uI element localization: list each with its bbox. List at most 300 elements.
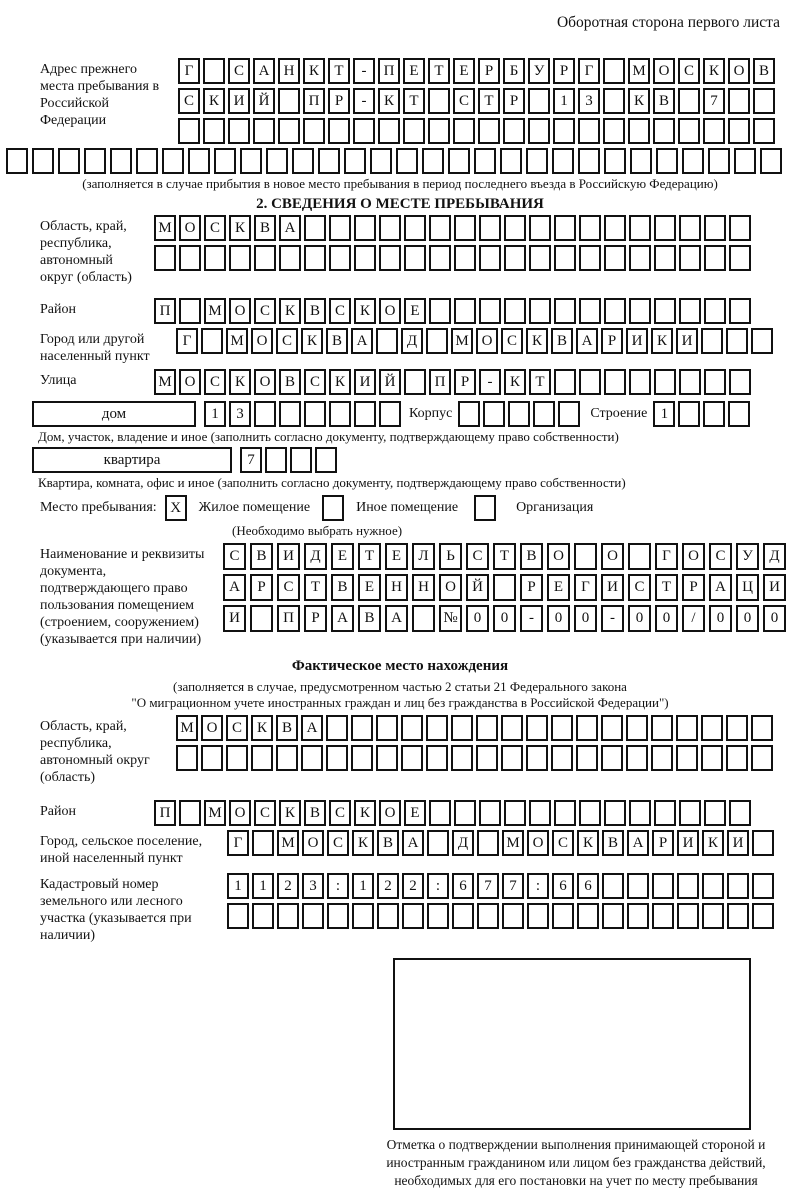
char-box: Р	[652, 830, 674, 856]
dom-boxes	[204, 401, 401, 427]
char-box	[252, 830, 274, 856]
char-box	[578, 148, 600, 174]
char-box: О	[547, 543, 570, 570]
char-box: Т	[493, 543, 516, 570]
dom-note: Дом, участок, владение и иное (заполнить согласно документу, подтверждающему право собственности)	[38, 429, 619, 444]
char-box	[32, 148, 54, 174]
char-box	[654, 369, 676, 395]
char-box: К	[301, 328, 323, 354]
stroenie-boxes	[653, 401, 750, 427]
prev-address-line3	[178, 118, 775, 144]
char-box: М	[154, 369, 176, 395]
char-box	[474, 495, 496, 521]
char-box	[529, 298, 551, 324]
char-box	[729, 800, 751, 826]
char-box	[729, 369, 751, 395]
char-box	[396, 148, 418, 174]
char-box: В	[377, 830, 399, 856]
char-box: О	[439, 574, 462, 601]
char-box	[602, 903, 624, 929]
char-box	[679, 369, 701, 395]
char-box	[627, 873, 649, 899]
kadastr-line1	[227, 873, 774, 899]
char-box: К	[702, 830, 724, 856]
char-box: С	[709, 543, 732, 570]
ulitsa-boxes	[154, 369, 751, 395]
char-box: Т	[478, 88, 500, 114]
char-box: Д	[452, 830, 474, 856]
char-box	[654, 298, 676, 324]
char-box	[751, 715, 773, 741]
char-box: С	[304, 369, 326, 395]
char-box	[603, 58, 625, 84]
char-box: И	[601, 574, 624, 601]
char-box: К	[628, 88, 650, 114]
char-box	[483, 401, 505, 427]
mesto-label: Место пребывания:	[40, 500, 157, 515]
char-box: О	[682, 543, 705, 570]
char-box	[654, 215, 676, 241]
char-box: Е	[331, 543, 354, 570]
char-box: А	[253, 58, 275, 84]
char-box: М	[204, 800, 226, 826]
char-box	[352, 903, 374, 929]
char-box: Т	[529, 369, 551, 395]
rayon-label: Район	[40, 302, 76, 317]
factual-title: Фактическое место нахождения	[291, 658, 509, 674]
char-box	[703, 401, 725, 427]
char-box	[679, 800, 701, 826]
char-box: 7	[240, 447, 262, 473]
prev-address-box-rows	[178, 58, 775, 144]
char-box: В	[304, 800, 326, 826]
char-box: Р	[682, 574, 705, 601]
zhiloe-label: Жилое помещение	[198, 500, 311, 515]
kvartira-widebox: квартира	[32, 447, 232, 473]
char-box: Т	[403, 88, 425, 114]
char-box: В	[602, 830, 624, 856]
char-box	[503, 118, 525, 144]
char-box	[426, 715, 448, 741]
char-box	[229, 245, 251, 271]
char-box: X	[165, 495, 187, 521]
char-box	[477, 830, 499, 856]
char-box	[476, 715, 498, 741]
kadastr-label: Кадастровый номер земельного или лесного участка (указывается при наличии)	[40, 877, 192, 943]
char-box	[251, 745, 273, 771]
char-box: 3	[229, 401, 251, 427]
char-box: 6	[452, 873, 474, 899]
char-box	[579, 369, 601, 395]
char-box: В	[753, 58, 775, 84]
char-box	[726, 328, 748, 354]
char-box	[554, 245, 576, 271]
char-box	[679, 245, 701, 271]
char-box: М	[226, 328, 248, 354]
char-box	[214, 148, 236, 174]
char-box	[602, 873, 624, 899]
char-box	[502, 903, 524, 929]
char-box: Н	[412, 574, 435, 601]
char-box: Т	[358, 543, 381, 570]
char-box: Р	[553, 58, 575, 84]
char-box	[301, 745, 323, 771]
char-box	[603, 118, 625, 144]
char-box: К	[703, 58, 725, 84]
char-box	[704, 369, 726, 395]
char-box	[240, 148, 262, 174]
kvartira-boxes	[240, 447, 337, 473]
char-box: И	[223, 605, 246, 632]
char-box: Т	[655, 574, 678, 601]
char-box	[629, 800, 651, 826]
char-box	[426, 328, 448, 354]
char-box	[679, 298, 701, 324]
char-box	[179, 298, 201, 324]
char-box	[201, 328, 223, 354]
char-box	[377, 903, 399, 929]
char-box	[303, 118, 325, 144]
char-box	[227, 903, 249, 929]
kadastr-box-rows	[227, 873, 774, 929]
char-box	[729, 245, 751, 271]
char-box	[752, 830, 774, 856]
char-box: И	[676, 328, 698, 354]
char-box	[474, 148, 496, 174]
char-box: 1	[252, 873, 274, 899]
korpus-boxes	[458, 401, 580, 427]
char-box: К	[504, 369, 526, 395]
char-box	[454, 298, 476, 324]
org-label: Организация	[516, 500, 594, 515]
char-box: 2	[402, 873, 424, 899]
char-box	[701, 328, 723, 354]
char-box	[708, 148, 730, 174]
factual-oblast-label: Область, край, республика, автономный округ (область)	[40, 719, 150, 785]
mesto-note: (Необходимо выбрать нужное)	[232, 523, 403, 538]
char-box	[726, 745, 748, 771]
factual-note-line2: "О миграционном учете иностранных граждан и лиц без гражданства в Российской Федерации")	[131, 695, 669, 710]
char-box: Ц	[736, 574, 759, 601]
char-box: 7	[703, 88, 725, 114]
char-box: У	[528, 58, 550, 84]
char-box: К	[229, 215, 251, 241]
char-box: -	[353, 58, 375, 84]
char-box	[574, 543, 597, 570]
char-box	[526, 148, 548, 174]
char-box	[402, 903, 424, 929]
char-box	[504, 800, 526, 826]
char-box	[448, 148, 470, 174]
char-box: С	[329, 800, 351, 826]
char-box	[404, 369, 426, 395]
char-box: Е	[453, 58, 475, 84]
char-box	[254, 245, 276, 271]
char-box	[656, 148, 678, 174]
char-box: -	[479, 369, 501, 395]
char-box: 0	[628, 605, 651, 632]
factual-rayon-row	[40, 800, 800, 826]
doc-line3	[223, 605, 786, 632]
oblast-row	[40, 215, 800, 286]
oblast-label: Область, край, республика, автономный округ (область)	[40, 219, 132, 285]
char-box: А	[576, 328, 598, 354]
char-box	[752, 903, 774, 929]
char-box	[526, 715, 548, 741]
char-box	[84, 148, 106, 174]
char-box	[454, 215, 476, 241]
char-box	[329, 401, 351, 427]
char-box	[6, 148, 28, 174]
char-box	[378, 118, 400, 144]
char-box: К	[279, 298, 301, 324]
char-box	[554, 800, 576, 826]
char-box: К	[279, 800, 301, 826]
char-box: 7	[502, 873, 524, 899]
char-box: О	[179, 215, 201, 241]
char-box: П	[378, 58, 400, 84]
char-box	[401, 745, 423, 771]
char-box: Г	[655, 543, 678, 570]
char-box	[404, 245, 426, 271]
char-box: В	[326, 328, 348, 354]
char-box	[178, 118, 200, 144]
char-box: Г	[578, 58, 600, 84]
char-box: Й	[253, 88, 275, 114]
char-box: 3	[302, 873, 324, 899]
char-box	[651, 715, 673, 741]
char-box	[479, 215, 501, 241]
char-box	[326, 715, 348, 741]
char-box: 0	[709, 605, 732, 632]
char-box	[701, 715, 723, 741]
char-box: С	[277, 574, 300, 601]
char-box	[228, 118, 250, 144]
char-box	[651, 745, 673, 771]
char-box	[318, 148, 340, 174]
char-box: Р	[520, 574, 543, 601]
char-box: Д	[401, 328, 423, 354]
char-box	[529, 800, 551, 826]
char-box: 0	[547, 605, 570, 632]
factual-gorod-row	[40, 830, 800, 867]
char-box: С	[178, 88, 200, 114]
char-box	[579, 215, 601, 241]
char-box: О	[653, 58, 675, 84]
char-box	[429, 298, 451, 324]
char-box: С	[329, 298, 351, 324]
char-box	[428, 118, 450, 144]
char-box: С	[453, 88, 475, 114]
char-box	[500, 148, 522, 174]
doc-label: Наименование и реквизиты документа, подтверждающего право пользования помещением (строением, сооружением) (указывается при наличии)	[40, 547, 205, 647]
mesto-row	[40, 495, 800, 521]
char-box: И	[626, 328, 648, 354]
char-box	[426, 745, 448, 771]
kvartira-row	[32, 447, 800, 473]
char-box	[751, 745, 773, 771]
char-box	[110, 148, 132, 174]
stroenie-label: Строение	[590, 406, 648, 421]
char-box: К	[577, 830, 599, 856]
char-box: Р	[328, 88, 350, 114]
char-box	[629, 369, 651, 395]
char-box	[353, 118, 375, 144]
char-box	[504, 298, 526, 324]
char-box: Н	[385, 574, 408, 601]
char-box	[760, 148, 782, 174]
char-box	[354, 245, 376, 271]
char-box: 1	[227, 873, 249, 899]
char-box	[702, 903, 724, 929]
char-box: Г	[574, 574, 597, 601]
char-box: 6	[552, 873, 574, 899]
char-box	[429, 215, 451, 241]
char-box: И	[677, 830, 699, 856]
char-box: О	[229, 800, 251, 826]
char-box	[679, 215, 701, 241]
char-box: К	[354, 298, 376, 324]
char-box: К	[251, 715, 273, 741]
char-box: Р	[478, 58, 500, 84]
rayon-row	[40, 298, 800, 324]
char-box: С	[678, 58, 700, 84]
factual-gorod-label: Город, сельское поселение, иной населенный пункт	[40, 834, 203, 866]
char-box: 3	[578, 88, 600, 114]
char-box: О	[251, 328, 273, 354]
doc-line2	[223, 574, 786, 601]
char-box: Т	[328, 58, 350, 84]
char-box	[529, 245, 551, 271]
inoe-checkbox	[322, 495, 344, 521]
char-box	[351, 745, 373, 771]
char-box: 1	[204, 401, 226, 427]
char-box: В	[358, 605, 381, 632]
char-box	[179, 245, 201, 271]
char-box: О	[302, 830, 324, 856]
char-box: Р	[304, 605, 327, 632]
char-box	[551, 745, 573, 771]
char-box: П	[154, 800, 176, 826]
char-box	[529, 215, 551, 241]
char-box	[477, 903, 499, 929]
char-box: Р	[250, 574, 273, 601]
char-box	[204, 245, 226, 271]
char-box: Г	[178, 58, 200, 84]
char-box: 2	[377, 873, 399, 899]
char-box	[304, 401, 326, 427]
inoe-label: Иное помещение	[356, 500, 459, 515]
gorod-boxes	[176, 328, 773, 354]
char-box	[558, 401, 580, 427]
char-box: В	[520, 543, 543, 570]
char-box	[554, 215, 576, 241]
char-box	[322, 495, 344, 521]
char-box	[678, 88, 700, 114]
char-box	[629, 215, 651, 241]
char-box	[458, 401, 480, 427]
char-box: С	[466, 543, 489, 570]
char-box	[253, 118, 275, 144]
char-box: А	[223, 574, 246, 601]
char-box	[578, 118, 600, 144]
char-box: С	[228, 58, 250, 84]
char-box: А	[301, 715, 323, 741]
char-box: О	[229, 298, 251, 324]
char-box: К	[303, 58, 325, 84]
char-box	[379, 401, 401, 427]
char-box: 6	[577, 873, 599, 899]
doc-row	[40, 543, 800, 648]
char-box	[401, 715, 423, 741]
rayon-boxes	[154, 298, 751, 324]
char-box	[201, 745, 223, 771]
prev-address-section	[40, 58, 800, 144]
char-box: И	[727, 830, 749, 856]
char-box	[551, 715, 573, 741]
char-box: П	[429, 369, 451, 395]
char-box: О	[601, 543, 624, 570]
char-box: Р	[601, 328, 623, 354]
char-box	[451, 715, 473, 741]
char-box	[533, 401, 555, 427]
char-box: С	[254, 298, 276, 324]
char-box: О	[179, 369, 201, 395]
char-box	[479, 800, 501, 826]
char-box	[188, 148, 210, 174]
char-box: О	[201, 715, 223, 741]
char-box: В	[653, 88, 675, 114]
char-box: К	[203, 88, 225, 114]
char-box	[403, 118, 425, 144]
char-box	[501, 745, 523, 771]
char-box	[554, 369, 576, 395]
char-box	[376, 328, 398, 354]
char-box: Е	[385, 543, 408, 570]
char-box: И	[354, 369, 376, 395]
char-box	[302, 903, 324, 929]
factual-rayon-boxes	[154, 800, 751, 826]
factual-oblast-row	[40, 715, 800, 786]
char-box: С	[628, 574, 651, 601]
char-box	[654, 245, 676, 271]
char-box	[601, 715, 623, 741]
char-box: М	[277, 830, 299, 856]
char-box	[628, 118, 650, 144]
section2-title: 2. СВЕДЕНИЯ О МЕСТЕ ПРЕБЫВАНИЯ	[256, 196, 544, 212]
char-box	[576, 745, 598, 771]
char-box: :	[327, 873, 349, 899]
char-box	[376, 745, 398, 771]
char-box	[279, 245, 301, 271]
char-box	[429, 245, 451, 271]
char-box: С	[254, 800, 276, 826]
char-box: Е	[404, 298, 426, 324]
char-box	[508, 401, 530, 427]
char-box	[552, 903, 574, 929]
char-box	[652, 903, 674, 929]
char-box	[422, 148, 444, 174]
char-box	[654, 800, 676, 826]
doc-line1	[223, 543, 786, 570]
ulitsa-row	[40, 369, 800, 395]
char-box	[351, 715, 373, 741]
char-box	[379, 215, 401, 241]
char-box	[354, 215, 376, 241]
char-box	[752, 873, 774, 899]
char-box: Н	[278, 58, 300, 84]
oblast-line1	[154, 215, 751, 241]
